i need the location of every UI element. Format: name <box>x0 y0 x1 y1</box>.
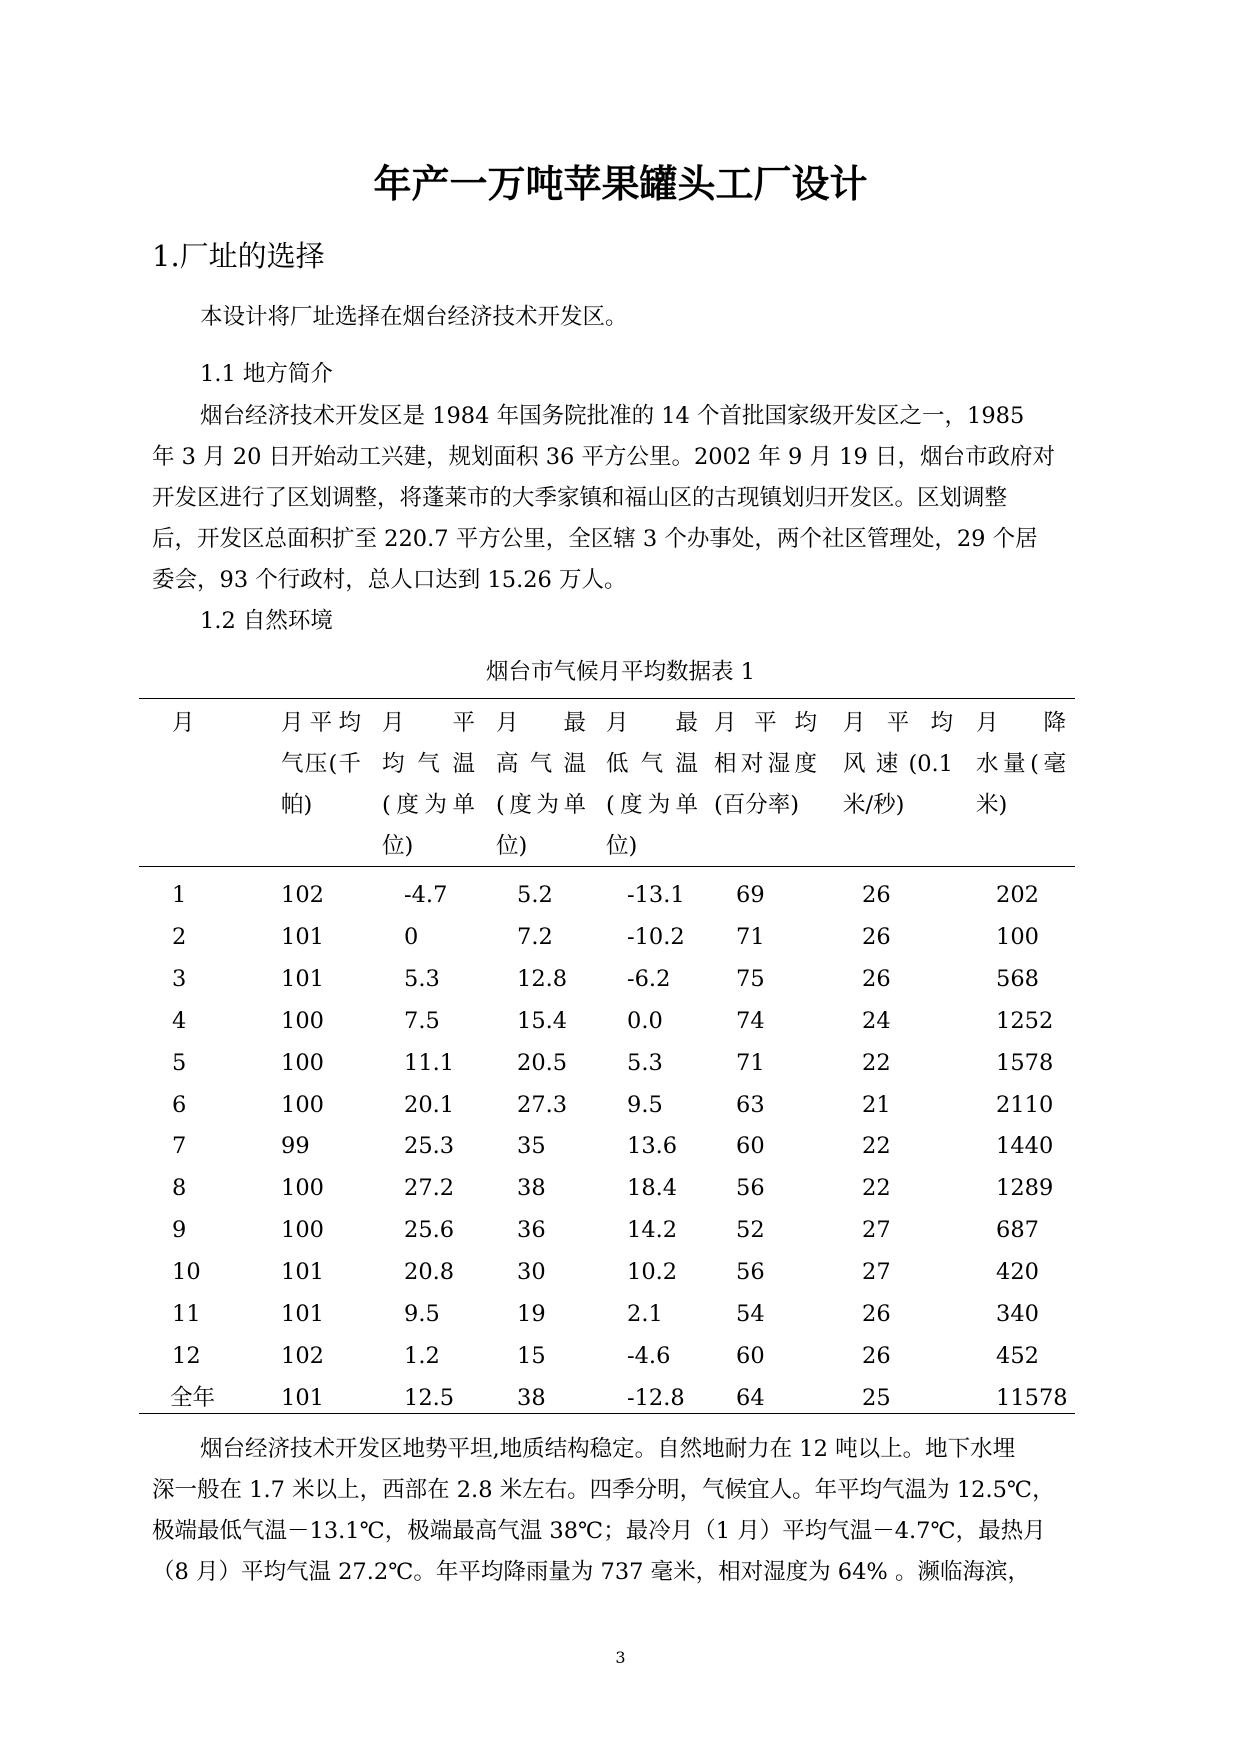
table-header-text: 帕) <box>281 792 313 818</box>
table-cell: 568 <box>996 965 1039 992</box>
table-header-text: 月平均 <box>714 710 817 736</box>
table-header-text: (度为单 <box>496 792 586 818</box>
table-cell: 1.2 <box>404 1342 440 1369</box>
table-cell: 60 <box>736 1342 765 1369</box>
paragraph-line: 委会，93 个行政村，总人口达到 15.26 万人。 <box>152 567 627 593</box>
section-heading: 1.厂址的选择 <box>152 239 325 273</box>
table-cell: 101 <box>281 923 324 950</box>
table-cell: 202 <box>996 882 1039 908</box>
table-cell: 100 <box>281 1091 324 1118</box>
table-caption: 烟台市气候月平均数据表 1 <box>486 659 755 685</box>
table-cell: 5.3 <box>627 1049 663 1076</box>
table-cell: 5.2 <box>517 882 553 908</box>
table-cell: 452 <box>996 1342 1039 1369</box>
table-cell: 12.8 <box>517 965 568 992</box>
table-cell: 22 <box>862 1133 891 1160</box>
table-cell: 35 <box>517 1133 546 1160</box>
table-header-text: (度为单 <box>606 792 698 818</box>
table-header-cell <box>172 703 212 744</box>
table-header-text: 月 降 <box>976 710 1066 736</box>
table-cell: 21 <box>862 1091 891 1118</box>
table-cell: 100 <box>281 1217 324 1244</box>
table-cell: 1578 <box>996 1049 1054 1076</box>
table-header-cell <box>976 703 1066 826</box>
table-header-text: 位) <box>382 833 414 859</box>
table-cell: 99 <box>281 1133 310 1160</box>
table-cell: -4.7 <box>404 882 448 908</box>
table-cell: 2 <box>172 923 187 950</box>
table-cell: 25 <box>862 1384 891 1411</box>
table-cell: 10.2 <box>627 1259 678 1286</box>
table-cell: 100 <box>996 923 1039 950</box>
table-header-text: 水量(毫 <box>976 751 1066 777</box>
table-cell: 18.4 <box>627 1175 678 1202</box>
table-cell: 26 <box>862 1301 891 1327</box>
table-cell: 4 <box>172 1007 187 1034</box>
table-cell: 全年 <box>170 1384 216 1411</box>
table-cell: 1440 <box>996 1133 1054 1160</box>
table-cell: 52 <box>736 1217 765 1244</box>
paragraph-line: 烟台经济技术开发区是 1984 年国务院批准的 14 个首批国家级开发区之一，1985 <box>200 403 1025 429</box>
table-header-text: 月 最 <box>606 710 698 736</box>
table-cell: 27.3 <box>517 1091 568 1118</box>
table-cell: -13.1 <box>627 882 685 908</box>
table-cell: 19 <box>517 1301 546 1327</box>
table-header-cell <box>843 703 953 826</box>
table-cell: 22 <box>862 1175 891 1202</box>
table-cell: 56 <box>736 1259 765 1286</box>
table-cell: 2.1 <box>627 1301 663 1327</box>
table-cell: 3 <box>172 965 187 992</box>
paragraph-line: （8 月）平均气温 27.2℃。年平均降雨量为 737 毫米，相对湿度为 64% 。濒临海滨， <box>152 1559 1030 1585</box>
table-cell: 26 <box>862 1342 891 1369</box>
table-cell: 26 <box>862 882 891 908</box>
table-cell: 100 <box>281 1049 324 1076</box>
table-cell: 64 <box>736 1384 765 1411</box>
table-cell: 100 <box>281 1007 324 1034</box>
table-header-rule <box>139 866 1075 867</box>
table-header-text: 低气温 <box>606 751 698 777</box>
table-cell: 101 <box>281 1301 324 1327</box>
table-header-cell <box>606 703 698 867</box>
table-cell: 100 <box>281 1175 324 1202</box>
table-cell: 38 <box>517 1175 546 1202</box>
table-cell: 27.2 <box>404 1175 455 1202</box>
subsection-heading: 1.1 地方简介 <box>200 361 333 387</box>
table-cell: 14.2 <box>627 1217 678 1244</box>
table-cell: 26 <box>862 965 891 992</box>
table-cell: 8 <box>172 1175 187 1202</box>
table-bottom-rule <box>139 1413 1075 1414</box>
table-header-text: 月 最 <box>496 710 586 736</box>
table-cell: 1289 <box>996 1175 1054 1202</box>
table-cell: 6 <box>172 1091 187 1118</box>
section-intro: 本设计将厂址选择在烟台经济技术开发区。 <box>200 304 628 330</box>
table-cell: 24 <box>862 1007 891 1034</box>
table-cell: 1 <box>172 882 187 908</box>
table-cell: 71 <box>736 1049 765 1076</box>
table-cell: 13.6 <box>627 1133 678 1160</box>
table-top-rule <box>139 698 1075 699</box>
table-cell: 54 <box>736 1301 765 1327</box>
table-cell: 7.5 <box>404 1007 440 1034</box>
table-cell: 15 <box>517 1342 546 1369</box>
table-cell: 71 <box>736 923 765 950</box>
table-cell: 2110 <box>996 1091 1054 1118</box>
table-cell: 9 <box>172 1217 187 1244</box>
table-cell: 22 <box>862 1049 891 1076</box>
table-header-text: 风速(0.1 <box>843 751 953 777</box>
table-header-cell <box>496 703 586 867</box>
table-cell: 27 <box>862 1259 891 1286</box>
table-cell: -6.2 <box>627 965 671 992</box>
table-cell: 26 <box>862 923 891 950</box>
subsection-heading: 1.2 自然环境 <box>200 608 333 634</box>
table-cell: -12.8 <box>627 1384 685 1411</box>
table-cell: 20.8 <box>404 1259 455 1286</box>
table-cell: 1252 <box>996 1007 1054 1034</box>
table-cell: 9.5 <box>404 1301 440 1327</box>
table-cell: 7.2 <box>517 923 553 950</box>
paragraph-line: 极端最低气温－13.1℃，极端最高气温 38℃；最冷月（1 月）平均气温－4.7℃，最热月 <box>152 1518 1046 1544</box>
table-cell: 0.0 <box>627 1007 663 1034</box>
table-cell: 7 <box>172 1133 187 1160</box>
table-header-text: 气压(千 <box>281 751 361 777</box>
table-cell: 63 <box>736 1091 765 1118</box>
table-header-text: 月平均 <box>843 710 953 736</box>
paragraph-line: 后，开发区总面积扩至 220.7 平方公里，全区辖 3 个办事处，两个社区管理处，29 个居 <box>152 526 1038 552</box>
table-cell: 27 <box>862 1217 891 1244</box>
table-header-text: 高气温 <box>496 751 586 777</box>
table-header-text: 米) <box>976 792 1008 818</box>
table-cell: 101 <box>281 1384 324 1411</box>
table-cell: 20.1 <box>404 1091 455 1118</box>
table-header-text: 位) <box>606 833 638 859</box>
paragraph-line: 深一般在 1.7 米以上，西部在 2.8 米左右。四季分明，气候宜人。年平均气温为 12.5℃， <box>152 1477 1055 1503</box>
table-cell: 102 <box>281 882 324 908</box>
table-cell: 11.1 <box>404 1049 455 1076</box>
table-header-cell <box>382 703 475 867</box>
table-cell: 38 <box>517 1384 546 1411</box>
table-cell: 102 <box>281 1342 324 1369</box>
table-header-text: (度为单 <box>382 792 475 818</box>
table-cell: 60 <box>736 1133 765 1160</box>
table-cell: 12 <box>172 1342 201 1369</box>
table-cell: 11578 <box>996 1384 1068 1411</box>
table-cell: 25.6 <box>404 1217 455 1244</box>
table-header-text: 月 <box>172 710 195 736</box>
page-number: 3 <box>615 1648 626 1667</box>
table-cell: 10 <box>172 1259 201 1286</box>
table-cell: 101 <box>281 965 324 992</box>
table-header-text: 月 平 <box>382 710 475 736</box>
paragraph-line: 开发区进行了区划调整，将蓬莱市的大季家镇和福山区的古现镇划归开发区。区划调整 <box>152 485 1008 511</box>
table-header-text: 位) <box>496 833 528 859</box>
document-title: 年产一万吨苹果罐头工厂设计 <box>373 161 868 206</box>
table-header-text: 月平均 <box>281 710 361 736</box>
table-cell: 340 <box>996 1301 1039 1327</box>
table-cell: 5 <box>172 1049 187 1076</box>
table-header-cell <box>281 703 361 826</box>
table-cell: 30 <box>517 1259 546 1286</box>
table-cell: 74 <box>736 1007 765 1034</box>
paragraph-line: 烟台经济技术开发区地势平坦,地质结构稳定。自然地耐力在 12 吨以上。地下水埋 <box>200 1436 1016 1462</box>
table-cell: 25.3 <box>404 1133 455 1160</box>
table-cell: -10.2 <box>627 923 685 950</box>
table-cell: 75 <box>736 965 765 992</box>
table-cell: 11 <box>172 1301 201 1327</box>
table-cell: 20.5 <box>517 1049 568 1076</box>
table-cell: 69 <box>736 882 765 908</box>
table-cell: 101 <box>281 1259 324 1286</box>
table-header-text: (百分率) <box>714 792 800 818</box>
table-cell: 420 <box>996 1259 1039 1286</box>
table-cell: 687 <box>996 1217 1039 1244</box>
table-header-cell <box>714 703 817 826</box>
paragraph-line: 年 3 月 20 日开始动工兴建，规划面积 36 平方公里。2002 年 9 月 19 日，烟台市政府对 <box>152 444 1055 470</box>
table-cell: 5.3 <box>404 965 440 992</box>
table-cell: 56 <box>736 1175 765 1202</box>
table-header-text: 相对湿度 <box>714 751 817 777</box>
table-header-text: 均气温 <box>382 751 475 777</box>
table-cell: 12.5 <box>404 1384 455 1411</box>
table-cell: 0 <box>404 923 419 950</box>
table-cell: 9.5 <box>627 1091 663 1118</box>
table-cell: 36 <box>517 1217 546 1244</box>
table-cell: -4.6 <box>627 1342 671 1369</box>
table-header-text: 米/秒) <box>843 792 905 818</box>
table-cell: 15.4 <box>517 1007 568 1034</box>
